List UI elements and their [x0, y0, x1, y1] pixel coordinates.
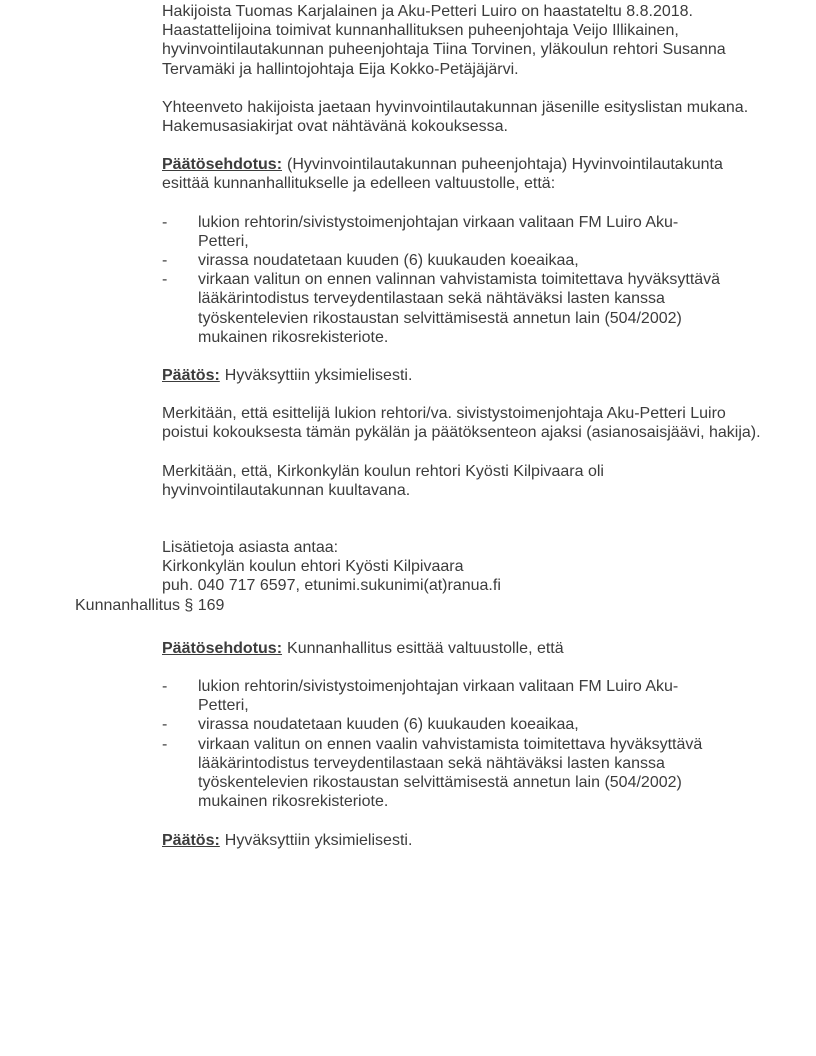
- list-item: [162, 213, 724, 251]
- proposal-2-list: [162, 677, 724, 811]
- decision-1-text: Hyväksyttiin yksimielisesti.: [224, 367, 413, 385]
- paragraph-applicant-summary: Yhteenveto hakijoista jaetaan hyvinvointilautakunnan jäsenille esityslistan mukana. Hakemusasiakirjat ovat nähtävänä kokouksessa.: [162, 98, 749, 136]
- proposal-1-text: (Hyvinvointilautakunnan puheenjohtaja) Hyvinvointilautakunta esittää kunnanhallitukselle ja edelleen valtuustolle, että:: [162, 156, 723, 193]
- list-item-text: lukion rehtorin/sivistystoimenjohtajan virkaan valitaan FM Luiro Aku-Petteri,: [198, 678, 679, 715]
- contact-phone-email: puh. 040 717 6597, etunimi.sukunimi(at)ranua.fi: [162, 577, 501, 595]
- bullet-dash: -: [162, 735, 168, 753]
- decision-2: [162, 831, 762, 850]
- proposal-1-label: Päätösehdotus:: [162, 156, 283, 174]
- proposal-1-list: [162, 213, 724, 347]
- list-item-text: virassa noudatetaan kuuden (6) kuukauden koeaikaa,: [198, 716, 579, 734]
- bullet-dash: -: [162, 716, 168, 734]
- decision-1-label: Päätös:: [162, 367, 220, 385]
- proposal-2-intro: [162, 639, 762, 658]
- decision-2-label: Päätös:: [162, 831, 220, 849]
- list-item-text: virassa noudatetaan kuuden (6) kuukauden koeaikaa,: [198, 252, 579, 270]
- bullet-dash: -: [162, 252, 168, 270]
- decision-2-text: Hyväksyttiin yksimielisesti.: [224, 831, 413, 849]
- note-hearing: Merkitään, että, Kirkonkylän koulun rehtori Kyösti Kilpivaara oli hyvinvointilautakunnan kuultavana.: [162, 462, 604, 499]
- proposal-2-text: Kunnanhallitus esittää valtuustolle, että: [287, 639, 564, 657]
- bullet-dash: -: [162, 678, 168, 696]
- list-item-text: lukion rehtorin/sivistystoimenjohtajan virkaan valitaan FM Luiro Aku-Petteri,: [198, 213, 679, 250]
- bullet-dash: -: [162, 213, 168, 231]
- body-block-lower: [162, 639, 762, 850]
- contact-person: Kirkonkylän koulun ehtori Kyösti Kilpivaara: [162, 558, 464, 576]
- proposal-1-intro: [162, 155, 762, 193]
- list-item-text: virkaan valitun on ennen valinnan vahvistamista toimitettava hyväksyttävä lääkärintodistus terveydentilastaan sekä nähtäväksi lasten kanssa työskentelevien rikostaustan selvittämisestä annetun lain (504/2002) mukainen rikosrekisteriote.: [198, 271, 721, 346]
- contact-info: [162, 538, 762, 596]
- contact-intro: Lisätietoja asiasta antaa:: [162, 539, 339, 557]
- decision-1: [162, 366, 762, 385]
- list-item-text: virkaan valitun on ennen vaalin vahvistamista toimitettava hyväksyttävä lääkärintodistus terveydentilastaan sekä nähtäväksi lasten kanssa työskentelevien rikostaustan selvittämisestä annetun lain (504/2002) mukainen rikosrekisteriote.: [198, 735, 703, 811]
- list-item: [162, 270, 724, 347]
- list-item: [162, 735, 724, 812]
- bullet-dash: -: [162, 271, 168, 289]
- proposal-2-label: Päätösehdotus:: [162, 639, 283, 657]
- list-item: [162, 251, 724, 270]
- paragraph-interviews: Hakijoista Tuomas Karjalainen ja Aku-Petteri Luiro on haastateltu 8.8.2018. Haastattelijoina toimivat kunnanhallituksen puheenjohtaja Veijo Illikainen, hyvinvointilautakunnan puheenjohtaja Tiina Torvinen, yläkoulun rehtori Susanna Tervamäki ja hallintojohtaja Eija Kokko-Petäjäjärvi.: [162, 3, 726, 78]
- body-block-upper: [162, 2, 762, 596]
- note-presenter-left: Merkitään, että esittelijä lukion rehtori/va. sivistystoimenjohtaja Aku-Petteri Luiro poistui kokouksesta tämän pykälän ja päätöksenteon ajaksi (asianosaisjäävi, hakija).: [162, 405, 761, 442]
- list-item: [162, 677, 724, 715]
- list-item: [162, 715, 724, 734]
- margin-reference-section: Kunnanhallitus § 169: [75, 596, 225, 614]
